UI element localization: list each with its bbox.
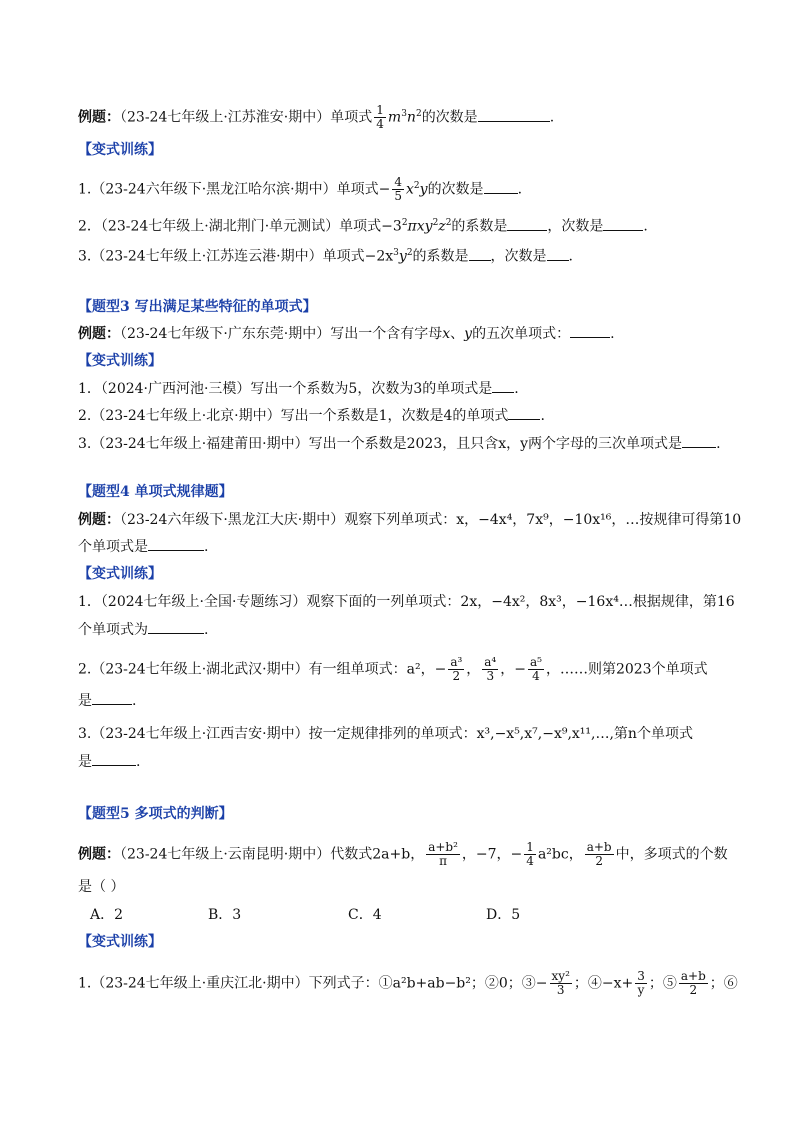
answer-blank (682, 435, 716, 448)
variant-3-2: 2.（23-24七年级上·北京·期中）写出一个系数是1，次数是4的单项式 . (78, 408, 545, 424)
example-5: 例题：（23-24七年级上·云南昆明·期中）代数式2a+b， $\frac{\text{a+b²}}{\pi}$ ，−7，− $\frac{1}{4}$ a²bc， $\frac{a+b}{2}$ 中，多项式的个数 (78, 840, 728, 868)
example-1: 例题：（23-24七年级上·江苏淮安·期中）单项式 $\frac{1}{4}$ $m^3n^2$的次数是 . (78, 103, 555, 132)
variant-heading: 【变式训练】 (78, 934, 162, 950)
options-row (90, 905, 590, 925)
answer-blank (507, 218, 547, 231)
answer-blank (92, 692, 132, 705)
answer-blank (492, 380, 514, 393)
variant-4-2: 2.（23-24七年级上·湖北武汉·期中）有一组单项式：a²，− $\frac{\text{a³}}{2}$ ， $\frac{\text{a⁴}}{3}$ ，− $\frac{\text{a⁵}}{4}$ ，……则第2023个单项式 (78, 655, 708, 683)
section-4-title: 【题型4 单项式规律题】 (78, 484, 233, 500)
option-c[interactable]: C．4 (348, 907, 382, 923)
answer-blank (547, 248, 569, 261)
variant-heading: 【变式训练】 (78, 353, 162, 369)
variant-5-1: 1.（23-24七年级上·重庆江北·期中）下列式子：①a²b+ab−b²；②0；③− $\frac{\text{xy²}}{3}$ ；④−x+ $\frac{3}{y}$ ；⑤ $\frac{a+b}{2}$ ；⑥ (78, 969, 738, 997)
example-4-line2: 个单项式是 . (78, 539, 209, 555)
variant-3-1: 1．（2024·广西河池·三模）写出一个系数为5，次数为3的单项式是 . (78, 381, 519, 397)
variant-1-3: 3.（23-24七年级上·江苏连云港·期中）单项式$-2x^3y^2$的系数是 ，次数是 . (78, 248, 573, 265)
answer-blank (148, 538, 204, 551)
variant-4-1-line2: 个单项式为 . (78, 622, 209, 638)
variant-1-2: 2．（23-24七年级上·湖北荆门·单元测试）单项式$-3^2\pi xy^2z^2$的系数是 ，次数是 . (78, 218, 648, 235)
example-3: 例题：（23-24七年级下·广东东莞·期中）写出一个含有字母x、y的五次单项式： . (78, 326, 615, 342)
fraction: $\frac{1}{4}$ (376, 103, 384, 132)
variant-4-3: 3.（23-24七年级上·江西吉安·期中）按一定规律排列的单项式：x³,−x⁵,x⁷,−x⁹,x¹¹,…,第n个单项式 (78, 726, 693, 742)
answer-blank (508, 407, 540, 420)
variant-heading: 【变式训练】 (78, 566, 162, 582)
variant-heading: 【变式训练】 (78, 142, 162, 158)
option-d[interactable]: D．5 (486, 907, 521, 923)
answer-blank (148, 621, 204, 634)
example-text: （23-24七年级上·江苏淮安·期中）单项式 (120, 109, 373, 126)
answer-blank (92, 753, 136, 766)
answer-blank (570, 325, 610, 338)
variant-3-3: 3.（23-24七年级上·福建莆田·期中）写出一个系数是2023，且只含x，y两个字母的三次单项式是 . (78, 436, 721, 452)
variant-1-1: 1.（23-24六年级下·黑龙江哈尔滨·期中）单项式− $\frac{4}{5}$ $x^2y$的次数是 . (78, 175, 523, 204)
option-b[interactable]: B．3 (208, 907, 242, 923)
answer-blank (603, 218, 643, 231)
answer-blank (478, 109, 550, 122)
variant-4-2-line2: 是 . (78, 693, 137, 709)
answer-blank (484, 181, 518, 194)
option-a[interactable]: A．2 (90, 907, 124, 923)
variant-4-1: 1．（2024七年级上·全国·专题练习）观察下面的一列单项式：2x，−4x²，8x³，−16x⁴…根据规律，第16 (78, 594, 735, 610)
example-label: 例题： (78, 109, 120, 126)
section-3-title: 【题型3 写出满足某些特征的单项式】 (78, 299, 317, 315)
example-4: 例题：（23-24六年级下·黑龙江大庆·期中）观察下列单项式：x，−4x⁴，7x⁹，−10x¹⁶，…按规律可得第10 (78, 512, 742, 528)
section-5-title: 【题型5 多项式的判断】 (78, 806, 233, 822)
answer-blank (469, 248, 491, 261)
variant-4-3-line2: 是 . (78, 754, 141, 770)
example-5-line2: 是（ ） (78, 879, 125, 895)
